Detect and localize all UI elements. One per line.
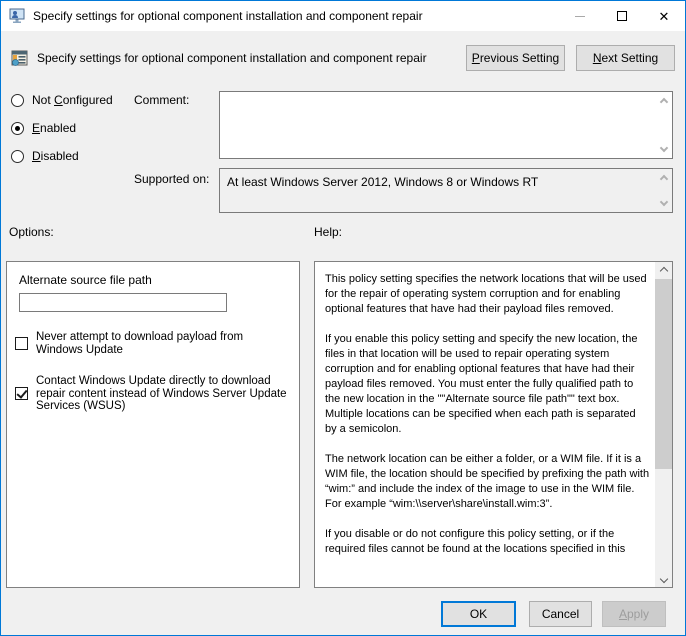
ok-button[interactable]: OK: [441, 601, 516, 627]
policy-setting-icon: [11, 50, 28, 67]
supported-scrollbar: [655, 169, 672, 212]
supported-on-label: Supported on:: [134, 172, 210, 186]
close-button[interactable]: [643, 1, 685, 31]
options-label: Options:: [9, 225, 54, 239]
setting-title: Specify settings for optional component installation and component repair: [37, 51, 427, 65]
minimize-button[interactable]: [559, 1, 601, 31]
radio-icon-disabled: [11, 150, 24, 163]
checkbox-icon-unchecked[interactable]: [15, 337, 28, 350]
maximize-button[interactable]: [601, 1, 643, 31]
radio-label-enabled: Enabled: [32, 121, 77, 135]
window-controls: [559, 1, 685, 31]
checkbox-icon-checked[interactable]: [15, 387, 28, 400]
checkbox-row-windows-update[interactable]: [15, 331, 291, 356]
help-label: Help:: [314, 225, 343, 239]
scroll-down-icon: [655, 194, 672, 210]
radio-not-configured[interactable]: [11, 86, 113, 114]
minimize-icon: [575, 16, 585, 17]
supported-on-box: [219, 168, 673, 213]
help-paragraph: If you disable or do not configure this policy setting, or if the required files cannot be found at the locations specified in this: [325, 528, 626, 555]
checkbox-label: Never attempt to download payload from Windows Update: [36, 331, 244, 356]
radio-icon-enabled: [11, 122, 24, 135]
alternate-path-label: Alternate source file path: [19, 273, 152, 287]
state-radio-group: [11, 86, 113, 170]
setting-header: [1, 31, 685, 85]
checkbox-row-wsus[interactable]: [15, 375, 291, 413]
help-scrollbar[interactable]: [655, 262, 672, 587]
options-panel: [6, 261, 300, 588]
scroll-up-icon: [655, 171, 672, 187]
previous-setting-button[interactable]: Previous Setting: [466, 45, 565, 71]
radio-label-disabled: Disabled: [32, 149, 79, 163]
help-panel: [314, 261, 673, 588]
radio-enabled[interactable]: [11, 114, 113, 142]
checkbox-label: Contact Windows Update directly to download repair content instead of Windows Server Update Services (WSUS): [36, 375, 287, 412]
scroll-up-icon[interactable]: [655, 94, 672, 110]
comment-scrollbar[interactable]: [655, 92, 672, 158]
scroll-down-icon[interactable]: [655, 570, 672, 587]
close-icon: ✕: [658, 8, 670, 24]
scrollbar-thumb[interactable]: [655, 279, 672, 469]
help-paragraph: The network location can be either a folder, or a WIM file. If it is a WIM file, the location should be specified by prefixing the path with “wim:” and include the index of the image to use in the WIM file. For example “wim:\\server\share\install.wim:3”.: [325, 453, 650, 510]
help-paragraph: This policy setting specifies the network locations that will be used for the repair of operating system corruption and for enabling optional features that have had their payload files removed.: [325, 273, 647, 315]
help-text: [315, 262, 655, 587]
alternate-path-input[interactable]: [19, 293, 227, 312]
group-policy-icon: [9, 8, 25, 24]
maximize-icon: [617, 11, 627, 21]
window-title: Specify settings for optional component installation and component repair: [33, 9, 423, 23]
radio-icon-not-configured: [11, 94, 24, 107]
comment-textarea[interactable]: [219, 91, 673, 159]
supported-on-value: At least Windows Server 2012, Windows 8 or Windows RT: [227, 175, 539, 189]
scroll-up-icon[interactable]: [655, 262, 672, 279]
cancel-button[interactable]: Cancel: [529, 601, 592, 627]
next-setting-button[interactable]: Next Setting: [576, 45, 675, 71]
scroll-down-icon[interactable]: [655, 140, 672, 156]
radio-disabled[interactable]: [11, 142, 113, 170]
help-paragraph: If you enable this policy setting and specify the new location, the files in that location will be used to repair operating system corruption and for enabling optional features that have had their payload files removed. You must enter the fully qualified path to the new location in the ""Alternate source file path"" text box. Multiple locations can be specified when each path is separated by a semicolon.: [325, 333, 638, 435]
apply-button: Apply: [602, 601, 666, 627]
title-bar: [1, 1, 685, 31]
comment-label: Comment:: [134, 93, 190, 107]
radio-label-not-configured: Not Configured: [32, 93, 113, 107]
